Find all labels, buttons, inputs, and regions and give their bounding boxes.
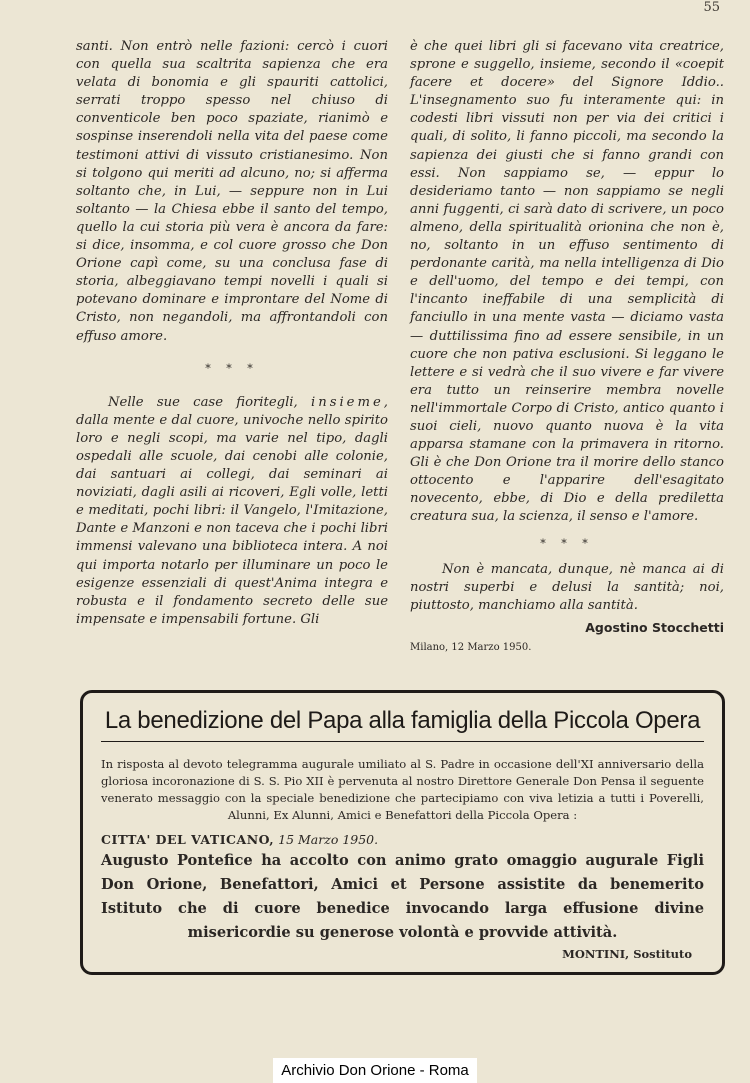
page-number: 55 [703, 0, 720, 15]
right-column [410, 38, 724, 657]
left-paragraph-2 [76, 394, 388, 629]
archive-label: Archivio Don Orione - Roma [273, 1058, 477, 1083]
right-paragraph-1: è che quei libri gli si facevano vita creatrice, sprone e suggello, insieme, secondo il «coepit facere et docere» del Signore Iddio.. L'insegnamento suo fu interamente qui: in codesti libri vissuti non per via dei critici i quali, di solito, li fanno piccoli, ma secondo la sapienza dei giusti che si fanno grandi con essi. Non sappiamo se, — eppur lo desideriamo tanto — non sappiamo se negli anni fuggenti, ci sarà dato di scrivere, un poco almeno, della spiritualità orionina che non è, no, soltanto in un effuso sentimento di perdonante carità, ma nella intelligenza di Dio e dell'uomo, del tempo e dei tempi, con l'incanto ineffabile di una semplicità di fanciullo in una mente vasta — diciamo vasta — duttilissima fino ad essere sensibile, in un cuore che non pativa esclusioni. Si leggano le lettere e si vedrà che il suo vivere e far vivere era tutto un reinserire membra novelle nell'immortale Corpo di Cristo, antico quanto i suoi cieli, nuovo quanto nuova è la vita apparsa stamane con la primavera in ritorno. Gli è che Don Orione tra il morire dello stanco ottocento e l'apparire dell'esagitato novecento, ebbe, di Dio e della prediletta creatura sua, la scienza, il senso e l'amore. [410, 39, 724, 525]
box-dateline [101, 832, 704, 847]
left-paragraph-1: santi. Non entrò nelle fazioni: cercò i cuori con quella sua scaltrita sapienza che era velata di bonomia e gli spauriti cattolici, serrati troppo spesso nel chiuso di conventicole ben poco spaziate, rianimò e sospinse inserendoli nella vita del paese come testimoni attivi di vissuto cristianesimo. Non si tolgono qui meriti ad alcuno, no; si afferma soltanto che, in Lui, — seppure non in Lui soltanto — la Chiesa ebbe il santo del tempo, quello la cui storia più vera è ancora da fare: si dice, insomma, e col cuore grosso che Don Orione capì come, su una conclusa fase di storia, albeggiavano tempi novelli i quali si potevano dominare e improntare del Nome di Cristo, non negandoli, ma affrontandoli con effuso amore. [76, 39, 388, 344]
box-signature [101, 947, 704, 961]
box-message: Augusto Pontefice ha accolto con animo grato omaggio augurale Figli Don Orione, Benefattori, Amici et Persone assistite da benemerito Istituto che di cuore benedice invocando larga effusione divine misericordie su generose volontà e provvide attività. [101, 852, 704, 941]
box-intro: In risposta al devoto telegramma augurale umiliato al S. Padre in occasione dell'XI anniversario della gloriosa incoronazione di S. S. Pio XII è pervenuta al nostro Direttore Generale Don Pensa il seguente venerato messaggio con la speciale benedizione che partecipiamo con viva letizia a tutti i Poverelli, Alunni, Ex Alunni, Amici e Benefattori della Piccola Opera : [101, 757, 704, 822]
box-dateline-date: 15 Marzo 1950. [278, 832, 379, 847]
spaced-word: insieme [310, 394, 384, 410]
section-separator: * * * [540, 536, 594, 550]
left-paragraph-2-start: Nelle sue case fioritegli, [108, 394, 298, 410]
right-paragraph-2: Non è mancata, dunque, nè manca ai di nostri superbi e delusi la santità; noi, piuttosto, manchiamo alla santità. [410, 561, 724, 613]
left-column [76, 38, 388, 629]
footer [0, 1058, 750, 1083]
box-dateline-place: CITTA' DEL VATICANO, [101, 832, 275, 847]
box-sign-role: Sostituto [633, 947, 692, 961]
author-signature: Agostino Stocchetti [585, 619, 724, 635]
section-separator: * * * [205, 361, 259, 375]
box-sign-name: MONTINI, [562, 947, 630, 961]
left-paragraph-2-rest: , dalla mente e dal cuore, univoche nello spirito loro e negli scopi, ma varie nel tipo, dagli ospedali alle scuole, dai cenobi alle colonie, dai santuari ai collegi, dai seminari ai noviziati, dagli asili ai ricoveri, Egli volle, letti e meditati, pochi libri: il Vangelo, l'Imitazione, Dante e Manzoni e non taceva che i pochi libri immensi valevano una biblioteca intera. A noi qui importa notarlo per illuminare un poco le esigenze essenziali di quest'Anima integra e robusta e il fondamento secreto delle sue impensate e impensabili fortune. Gli [76, 394, 388, 627]
papal-blessing-box [80, 690, 725, 975]
article-dateline: Milano, 12 Marzo 1950. [410, 642, 532, 653]
box-title: La benedizione del Papa alla famiglia della Piccola Opera [101, 707, 704, 742]
